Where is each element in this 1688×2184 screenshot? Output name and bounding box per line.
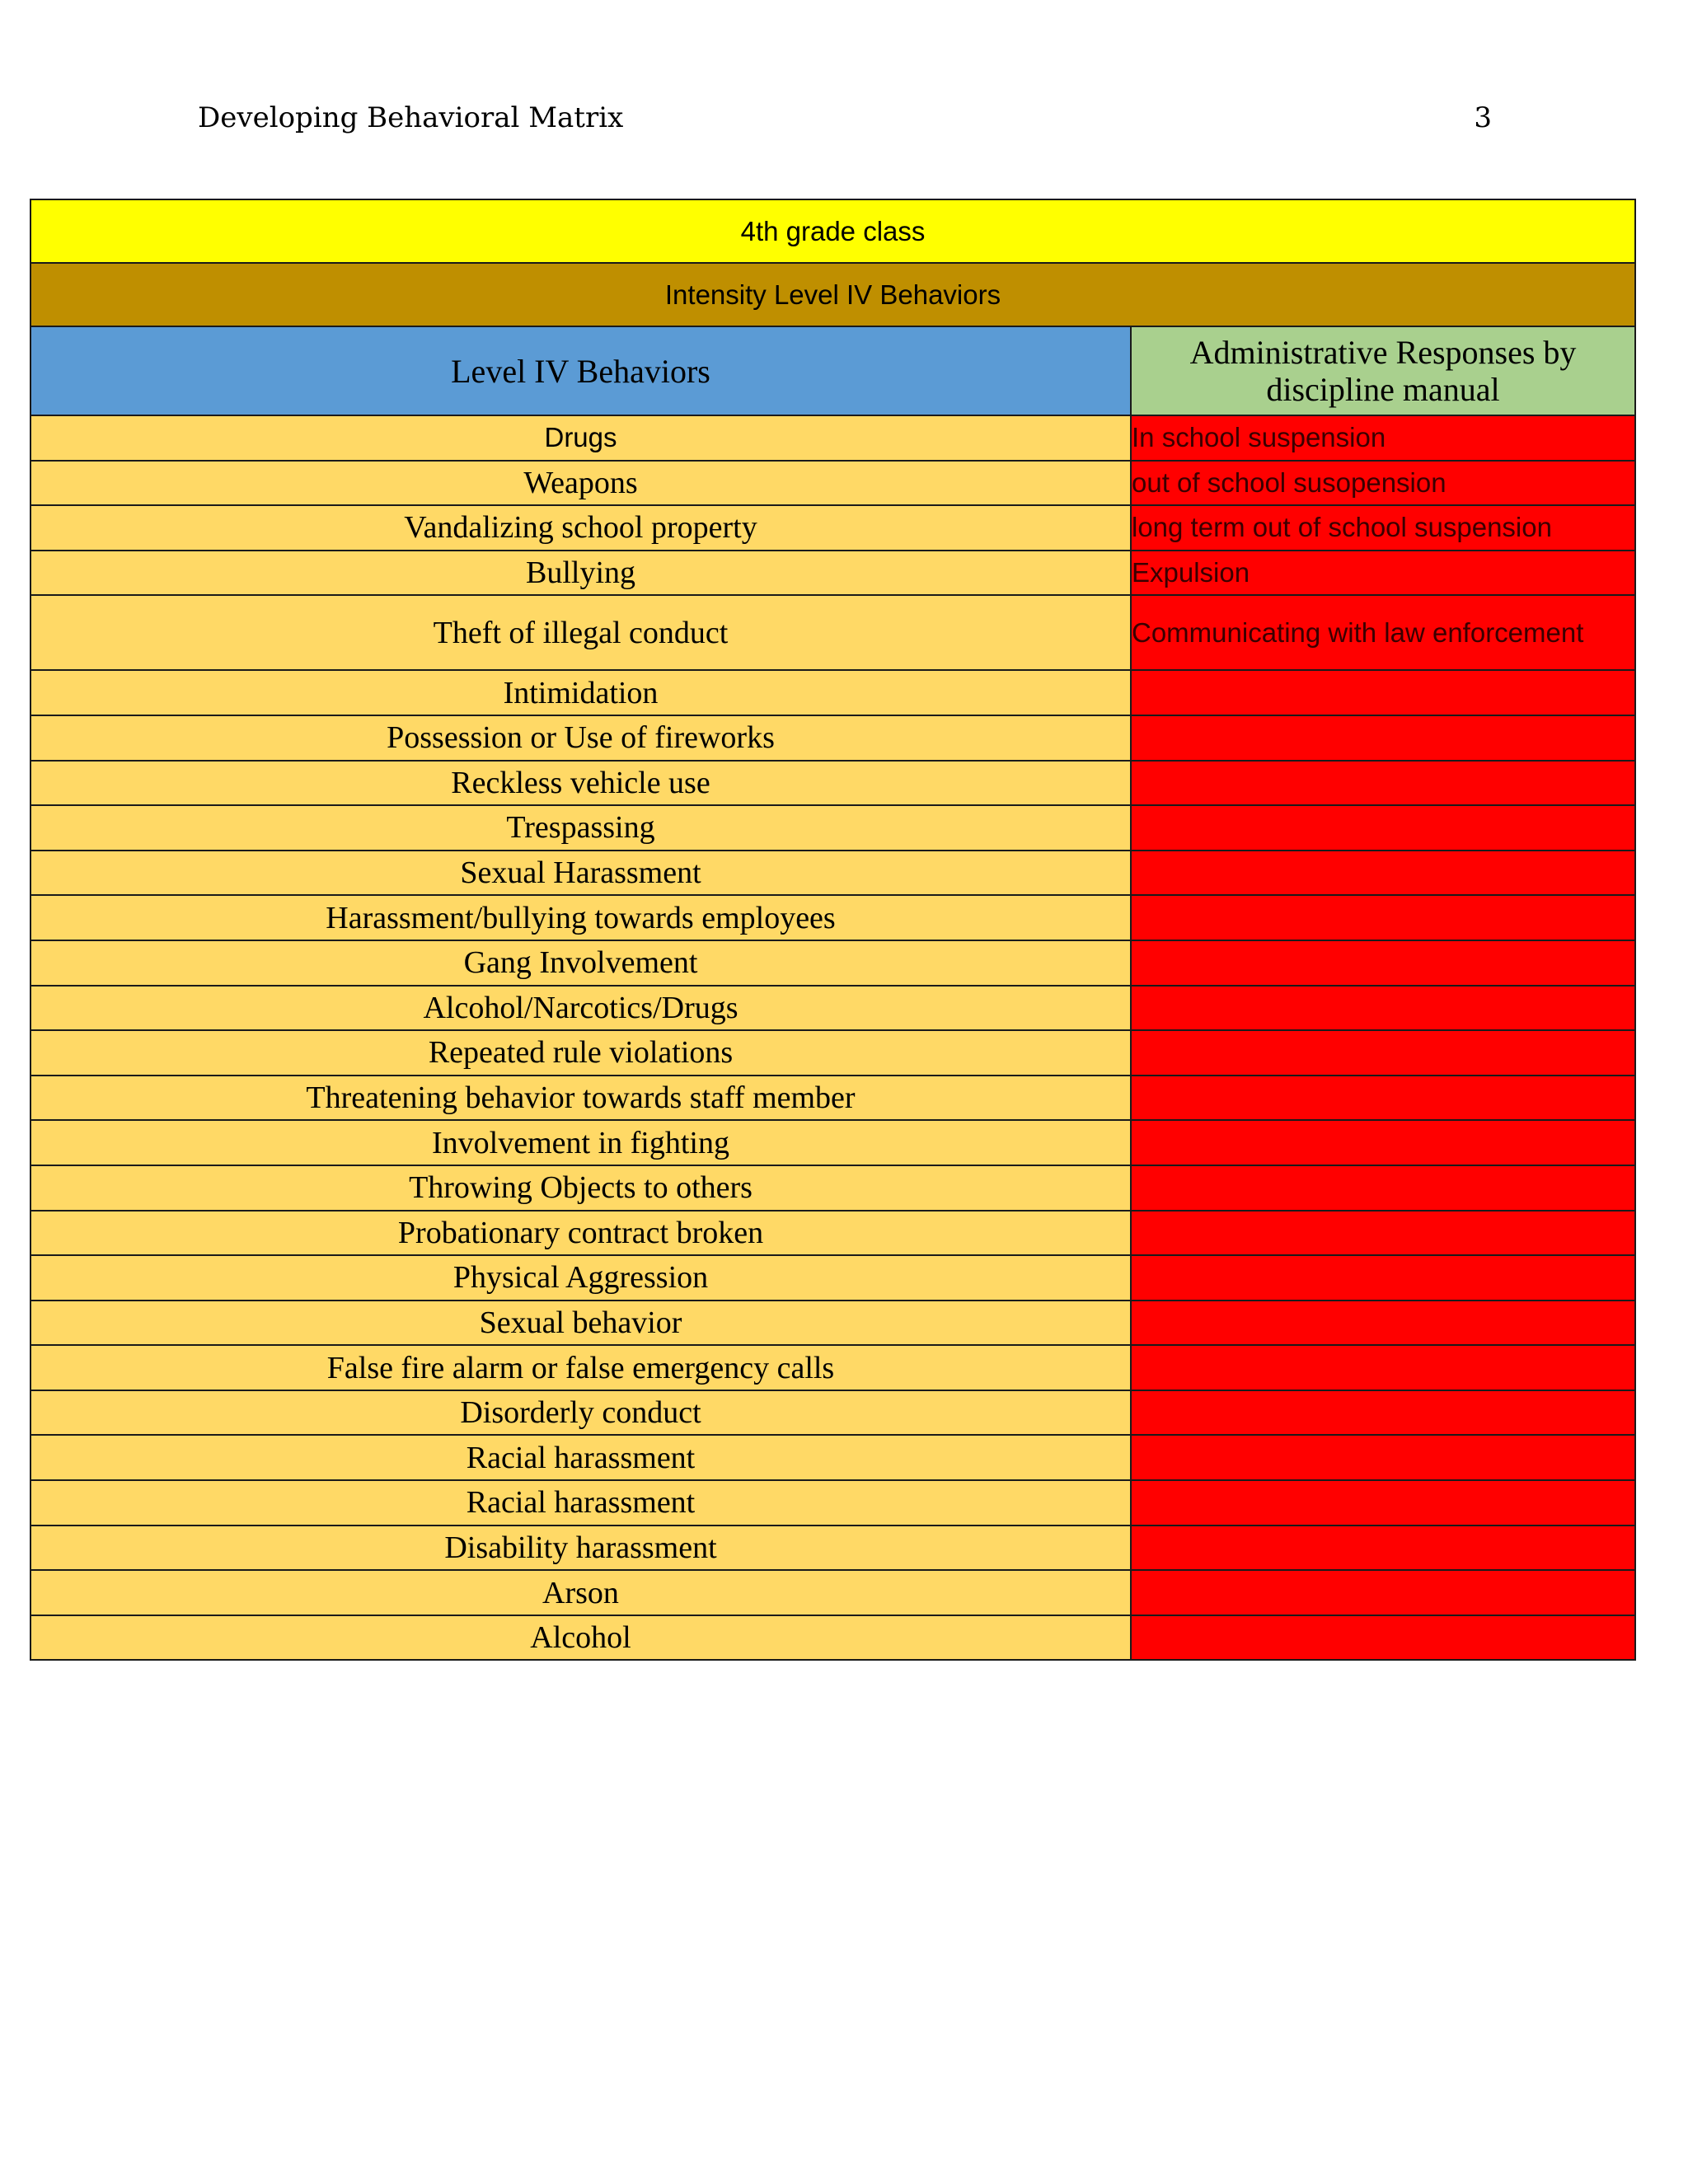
response-cell — [1131, 1480, 1635, 1526]
response-cell: out of school susopension — [1131, 461, 1635, 506]
response-cell — [1131, 1076, 1635, 1121]
response-cell — [1131, 986, 1635, 1031]
table-row — [30, 461, 1635, 506]
behavior-cell: Gang Involvement — [30, 940, 1131, 986]
response-cell — [1131, 1301, 1635, 1346]
table-row — [30, 1301, 1635, 1346]
behavior-cell: Throwing Objects to others — [30, 1165, 1131, 1211]
column-header-responses: Administrative Responses by discipline manual — [1131, 326, 1635, 415]
table-row — [30, 1030, 1635, 1076]
behavior-cell: Intimidation — [30, 670, 1131, 715]
class-label: 4th grade class — [30, 199, 1635, 263]
behavior-cell: Involvement in fighting — [30, 1120, 1131, 1165]
table-row — [30, 1120, 1635, 1165]
table-row — [30, 851, 1635, 896]
behavior-cell: Bullying — [30, 551, 1131, 596]
response-cell — [1131, 1165, 1635, 1211]
behavior-cell: Racial harassment — [30, 1480, 1131, 1526]
behavior-cell: Trespassing — [30, 805, 1131, 851]
table-row — [30, 551, 1635, 596]
response-cell — [1131, 1345, 1635, 1390]
page-number: 3 — [1474, 101, 1492, 134]
column-header-row — [30, 326, 1635, 415]
table-row — [30, 940, 1635, 986]
behavior-cell: Arson — [30, 1570, 1131, 1615]
response-cell — [1131, 1570, 1635, 1615]
table-row — [30, 1255, 1635, 1301]
response-cell: Expulsion — [1131, 551, 1635, 596]
behavior-cell: Theft of illegal conduct — [30, 595, 1131, 670]
response-cell — [1131, 1390, 1635, 1436]
page-header — [198, 97, 1492, 138]
behavior-cell: Disability harassment — [30, 1526, 1131, 1571]
table-row — [30, 1211, 1635, 1256]
behavior-cell: Weapons — [30, 461, 1131, 506]
behavior-cell: Vandalizing school property — [30, 505, 1131, 551]
behavior-cell: Threatening behavior towards staff member — [30, 1076, 1131, 1121]
response-cell: In school suspension — [1131, 415, 1635, 461]
response-cell — [1131, 1211, 1635, 1256]
response-cell — [1131, 1120, 1635, 1165]
table-row — [30, 1165, 1635, 1211]
table-row — [30, 1390, 1635, 1436]
behavior-cell: Sexual Harassment — [30, 851, 1131, 896]
behavior-matrix-table — [30, 199, 1636, 1661]
intensity-label: Intensity Level IV Behaviors — [30, 263, 1635, 326]
behavior-cell: Physical Aggression — [30, 1255, 1131, 1301]
response-cell — [1131, 895, 1635, 940]
table-row — [30, 1480, 1635, 1526]
class-row — [30, 199, 1635, 263]
table-row — [30, 1526, 1635, 1571]
table-row — [30, 761, 1635, 806]
behavior-cell: Alcohol/Narcotics/Drugs — [30, 986, 1131, 1031]
response-cell — [1131, 851, 1635, 896]
running-title: Developing Behavioral Matrix — [198, 101, 624, 134]
table-row — [30, 1076, 1635, 1121]
behavior-cell: Possession or Use of fireworks — [30, 715, 1131, 761]
response-cell: long term out of school suspension — [1131, 505, 1635, 551]
behavior-cell: Sexual behavior — [30, 1301, 1131, 1346]
response-cell — [1131, 1615, 1635, 1661]
behavior-cell: Probationary contract broken — [30, 1211, 1131, 1256]
table-row — [30, 1570, 1635, 1615]
table-row — [30, 670, 1635, 715]
table-row — [30, 895, 1635, 940]
table-row — [30, 415, 1635, 461]
table-row — [30, 986, 1635, 1031]
response-cell — [1131, 940, 1635, 986]
response-cell — [1131, 1255, 1635, 1301]
behavior-cell: Reckless vehicle use — [30, 761, 1131, 806]
response-cell — [1131, 1435, 1635, 1480]
response-cell — [1131, 805, 1635, 851]
table-row — [30, 1435, 1635, 1480]
table-row — [30, 595, 1635, 670]
intensity-row — [30, 263, 1635, 326]
table-row — [30, 1345, 1635, 1390]
response-cell — [1131, 715, 1635, 761]
behavior-cell: Harassment/bullying towards employees — [30, 895, 1131, 940]
response-cell — [1131, 670, 1635, 715]
column-header-behaviors: Level IV Behaviors — [30, 326, 1131, 415]
response-cell — [1131, 1526, 1635, 1571]
behavior-cell: Repeated rule violations — [30, 1030, 1131, 1076]
behavior-cell: Drugs — [30, 415, 1131, 461]
response-cell — [1131, 761, 1635, 806]
table-row — [30, 1615, 1635, 1661]
table-row — [30, 715, 1635, 761]
behavior-cell: False fire alarm or false emergency calls — [30, 1345, 1131, 1390]
behavior-cell: Racial harassment — [30, 1435, 1131, 1480]
table-row — [30, 805, 1635, 851]
behavior-cell: Disorderly conduct — [30, 1390, 1131, 1436]
table-row — [30, 505, 1635, 551]
behavior-cell: Alcohol — [30, 1615, 1131, 1661]
response-cell: Communicating with law enforcement — [1131, 595, 1635, 670]
response-cell — [1131, 1030, 1635, 1076]
